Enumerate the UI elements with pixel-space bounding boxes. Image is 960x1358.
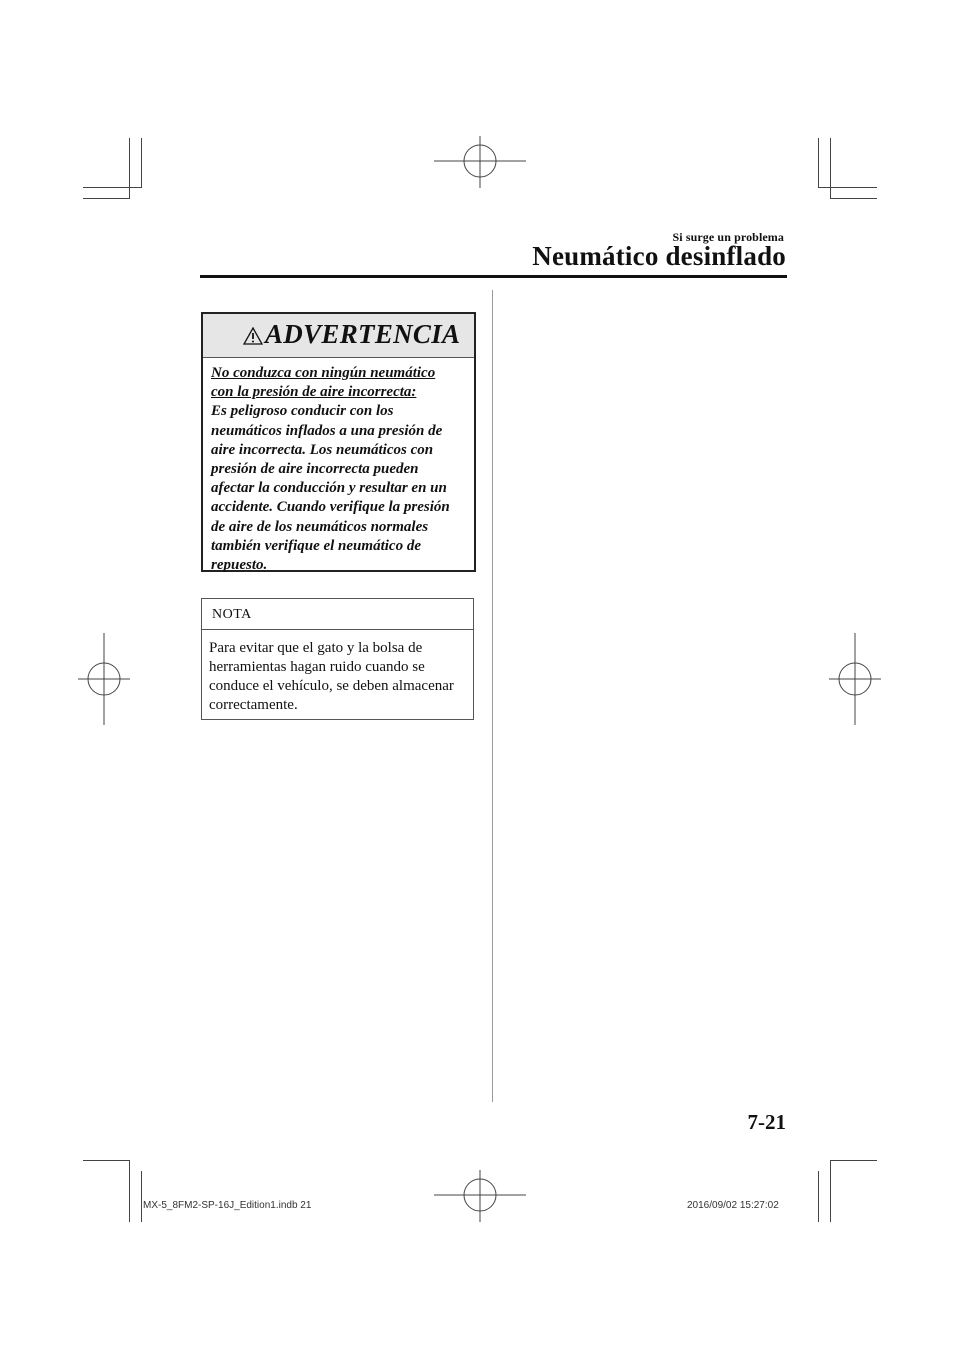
note-body-line: correctamente. [209,697,298,713]
crop-mark [818,138,819,188]
crop-mark [129,138,130,199]
warning-body [211,364,473,575]
note-body [209,639,471,715]
crop-mark [129,1160,130,1222]
warning-body-line: accidente. Cuando verifique la presión [211,499,450,516]
note-body-line: Para evitar que el gato y la bolsa de [209,640,423,656]
crop-mark [141,1171,142,1222]
note-body-line: conduce el vehículo, se deben almacenar [209,678,454,694]
crop-mark [83,198,130,199]
header-rule [200,275,787,278]
crop-mark [141,138,142,188]
warning-heading-line: No conduzca con ningún neumático [211,365,436,381]
note-box [201,598,474,720]
crop-mark [83,187,142,188]
warning-body-line: neumáticos inflados a una presión de [211,422,443,439]
file-slug: MX-5_8FM2-SP-16J_Edition1.indb 21 [143,1200,312,1211]
page-number: 7-21 [747,1110,786,1134]
print-timestamp: 2016/09/02 15:27:02 [687,1200,779,1211]
crop-mark [83,1160,130,1161]
warning-title: ADVERTENCIA [265,319,461,349]
registration-mark-icon [829,633,881,725]
crop-mark [830,198,877,199]
registration-mark-icon [434,136,526,188]
column-divider [492,290,493,1102]
warning-body-line: repuesto. [211,557,268,574]
warning-heading-line: con la presión de aire incorrecta: [211,384,417,401]
warning-body-line: presión de aire incorrecta pueden [211,461,419,478]
warning-body-line: de aire de los neumáticos normales [211,518,429,535]
crop-mark [830,138,831,199]
chapter-title: Neumático desinflado [532,241,786,271]
registration-mark-icon [78,633,130,725]
crop-mark [830,1160,831,1222]
warning-triangle-icon [243,327,263,345]
registration-mark-icon [434,1170,526,1222]
warning-box [201,312,476,572]
crop-mark [818,187,877,188]
warning-header [203,314,474,358]
warning-body-line: también verifique el neumático de [211,537,421,554]
warning-body-line: aire incorrecta. Los neumáticos con [211,441,434,458]
note-divider [202,629,473,630]
note-title: NOTA [212,607,252,622]
note-body-line: herramientas hagan ruido cuando se [209,659,425,675]
crop-mark [818,1171,819,1222]
warning-body-line: afectar la conducción y resultar en un [211,480,447,497]
warning-body-line: Es peligroso conducir con los [211,403,394,420]
crop-mark [830,1160,877,1161]
section-label: Si surge un problema [672,230,784,244]
